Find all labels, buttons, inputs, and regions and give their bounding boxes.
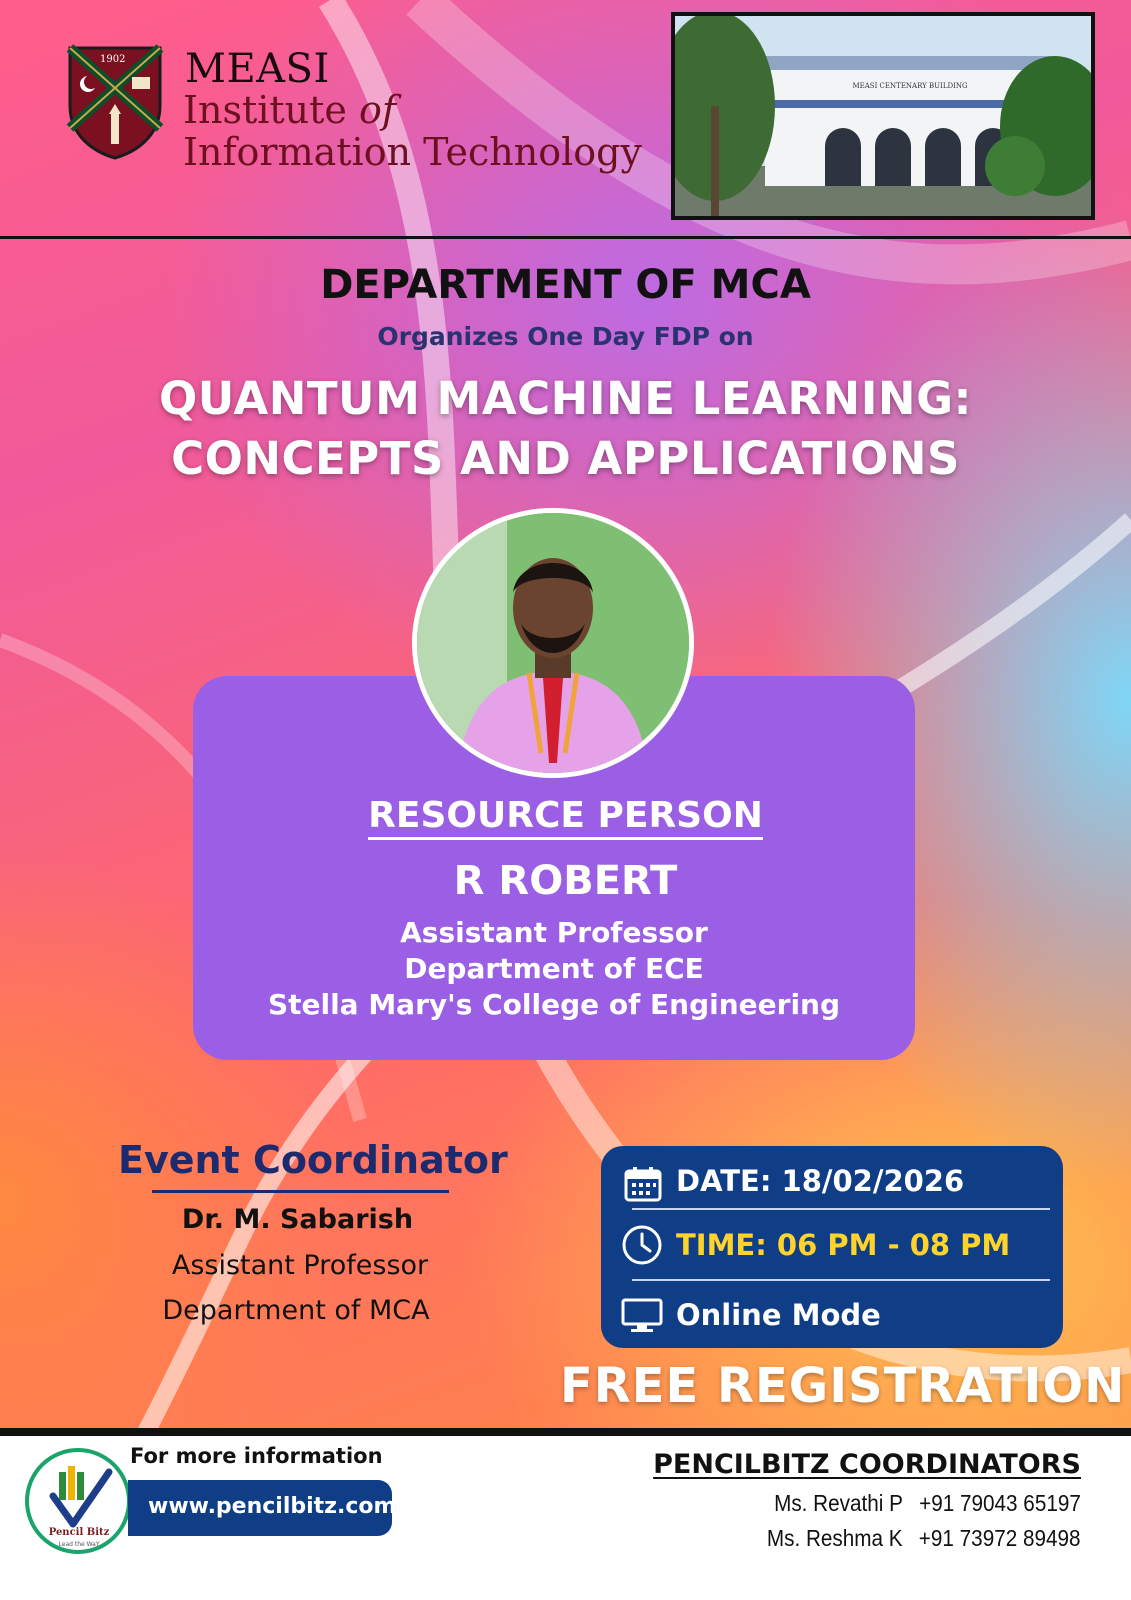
contact-phone[interactable]: +91 73972 89498 xyxy=(919,1525,1081,1551)
contact-phone[interactable]: +91 79043 65197 xyxy=(919,1490,1081,1516)
event-coordinator-heading: Event Coordinator xyxy=(118,1138,508,1182)
department-heading: DEPARTMENT OF MCA xyxy=(320,262,811,308)
coordinator-contact xyxy=(774,1490,1081,1517)
topic-title-line1: QUANTUM MACHINE LEARNING: xyxy=(158,372,973,425)
event-time: TIME: 06 PM - 08 PM xyxy=(676,1228,1011,1262)
event-coordinator-underline xyxy=(152,1190,449,1193)
resource-person-college: Stella Mary's College of Engineering xyxy=(267,988,841,1021)
pencilbitz-logo xyxy=(25,1448,131,1554)
website-link[interactable]: www.pencilbitz.com xyxy=(148,1494,397,1519)
details-divider xyxy=(632,1279,1050,1281)
coordinator-contact xyxy=(767,1525,1081,1552)
pencilbitz-logo-name: Pencil Bitz xyxy=(48,1527,110,1538)
free-registration-banner: FREE REGISTRATION xyxy=(560,1358,1126,1414)
event-coordinator-designation: Assistant Professor xyxy=(171,1250,429,1281)
resource-person-department: Department of ECE xyxy=(404,952,704,985)
resource-person-photo xyxy=(412,508,694,778)
event-coordinator-name: Dr. M. Sabarish xyxy=(181,1204,414,1235)
pencilbitz-logo-tagline: Lead the WaY xyxy=(58,1541,100,1548)
institute-name-line2: Institute of xyxy=(183,88,396,132)
clock-icon xyxy=(621,1224,663,1266)
header xyxy=(0,0,1131,238)
crest-year: 1902 xyxy=(100,54,126,65)
institute-name-line3: Information Technology xyxy=(183,130,642,174)
event-date: DATE: 18/02/2026 xyxy=(676,1164,965,1198)
contact-name: Ms. Revathi P xyxy=(774,1490,904,1516)
resource-person-name: R ROBERT xyxy=(453,858,678,904)
calendar-icon xyxy=(624,1166,662,1202)
organizes-subheading: Organizes One Day FDP on xyxy=(377,322,754,351)
footer-divider xyxy=(0,1428,1131,1436)
more-info-label: For more information xyxy=(130,1444,383,1468)
topic-title-line2: CONCEPTS AND APPLICATIONS xyxy=(171,432,960,485)
details-divider xyxy=(632,1208,1050,1210)
campus-building-photo xyxy=(671,12,1095,220)
header-divider xyxy=(0,236,1131,239)
event-coordinator-department: Department of MCA xyxy=(162,1295,430,1326)
resource-person-label: RESOURCE PERSON xyxy=(0,795,1131,836)
event-mode: Online Mode xyxy=(676,1298,881,1332)
contact-name: Ms. Reshma K xyxy=(767,1525,904,1551)
monitor-icon xyxy=(621,1298,663,1334)
building-sign: MEASI CENTENARY BUILDING xyxy=(852,82,968,90)
coordinators-heading: PENCILBITZ COORDINATORS xyxy=(653,1449,1081,1480)
institute-name-line1: MEASI xyxy=(185,46,330,92)
resource-person-designation: Assistant Professor xyxy=(400,916,708,949)
